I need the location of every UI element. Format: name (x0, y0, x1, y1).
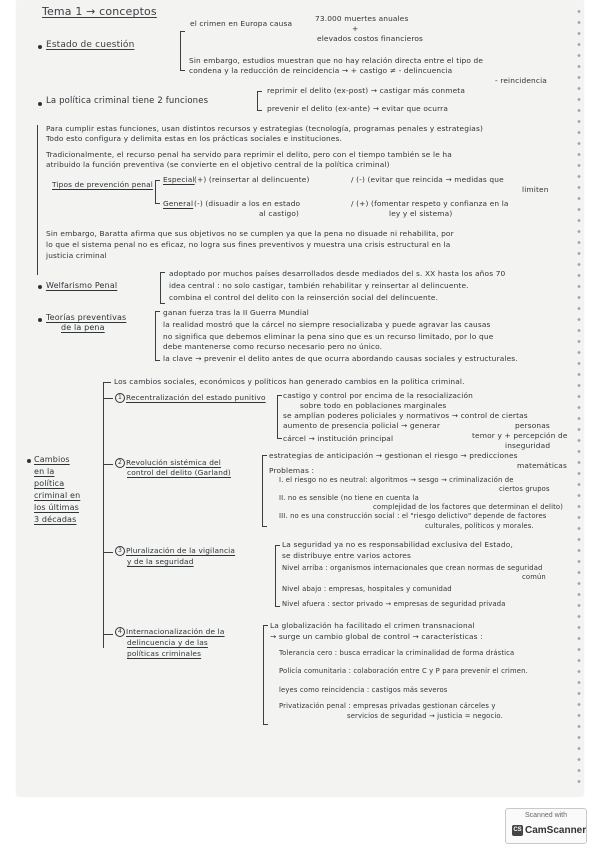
note-line: III. no es una construcción social : el "riesgo delictivo" depende de factores (279, 512, 547, 520)
tree-line (103, 398, 113, 399)
note-line: idea central : no solo castigar, también rehabilitar y reinsertar al delincuente. (169, 281, 469, 290)
note-line: Los cambios sociales, económicos y políticos han generado cambios en la política criminal. (114, 377, 465, 386)
note-line: complejidad de los factores que determinan el delito) (373, 503, 564, 511)
note-line: servicios de seguridad → justicia = negocio. (347, 712, 503, 720)
cambios-label: Cambios (34, 455, 70, 464)
note-line: / (+) (fomentar respeto y confianza en la (351, 199, 509, 208)
teorias-heading: Teorías preventivas (46, 313, 127, 322)
bullet (38, 102, 42, 106)
note-line: Tradicionalmente, el recurso penal ha servido para reprimir el delito, pero con el tiempo también se le ha (46, 150, 452, 159)
internacionalizacion-heading: 4 Internacionalización de la (115, 627, 225, 637)
note-line: se distribuye entre varios actores (282, 551, 411, 560)
camscanner-brand-text: CamScanner (525, 825, 587, 836)
brace (277, 395, 282, 439)
brace (180, 31, 185, 71)
brace (275, 545, 280, 607)
note-line: condena y la reducción de reincidencia → + castigo ≠ - delincuencia (189, 66, 453, 75)
internacionalizacion-heading-3: políticas criminales (127, 649, 202, 658)
revolucion-heading-2: control del delito (Garland) (127, 468, 231, 477)
scanned-with-text: Scanned with (524, 812, 568, 819)
brace (262, 455, 267, 527)
note-line: sobre todo en poblaciones marginales (300, 401, 447, 410)
bullet (38, 318, 42, 322)
camscanner-logo-icon: CS (512, 825, 523, 836)
revolucion-heading: 2 Revolución sistémica del (115, 458, 221, 468)
note-line: culturales, políticos y morales. (425, 522, 534, 530)
c1-heading-text: Recentralización del estado punitivo (126, 393, 266, 402)
note-line: castigo y control por encima de la resocialización (283, 391, 473, 400)
note-line: 73.000 muertes anuales (315, 14, 409, 23)
tree-line (103, 464, 113, 465)
brace (155, 180, 160, 204)
note-line: no significa que debemos eliminar la pena sino que es un recurso limitado, por lo que (163, 332, 494, 341)
tree-line (103, 382, 111, 383)
note-line: ciertos grupos (499, 485, 550, 493)
note-line: debe mantenerse como recurso necesario pero no único. (163, 342, 383, 351)
note-line: matemáticas (517, 461, 567, 470)
note-line: Nivel abajo : empresas, hospitales y comunidad (282, 585, 452, 593)
note-line: combina el control del delito con la reinserción social del delincuente. (169, 293, 439, 302)
scanned-notes-page (17, 0, 583, 796)
note-line: el crimen en Europa causa (190, 19, 293, 28)
cambios-label: 3 décadas (34, 515, 77, 524)
internacionalizacion-heading-2: delincuencia y de las (127, 638, 208, 647)
note-line: General (163, 199, 194, 208)
brace (160, 272, 165, 304)
welfarismo-heading: Welfarismo Penal (46, 281, 118, 290)
c3-heading-text: Pluralización de la vigilancia (126, 546, 236, 555)
note-line: Sin embargo, Baratta afirma que sus objetivos no se cumplen ya que la pena no disuade ni rehabilita, por (46, 229, 454, 238)
note-line: Privatización penal : empresas privadas gestionan cárceles y (279, 702, 496, 710)
note-line: II. no es sensible (no tiene en cuenta la (279, 494, 419, 502)
note-line: la clave → prevenir el delito antes de que ocurra abordando causas sociales y estructurales. (163, 354, 518, 363)
pluralizacion-heading: 3 Pluralización de la vigilancia (115, 546, 235, 556)
cambios-label: política (34, 479, 65, 488)
note-line: reprimir el delito (ex-post) → castigar más conmeta (267, 86, 466, 95)
note-line: / (-) (evitar que reincida → medidas que (351, 175, 504, 184)
note-line: temor y + percepción de (472, 431, 568, 440)
brace (155, 311, 160, 361)
tree-line (103, 634, 113, 635)
note-line: Tolerancia cero : busca erradicar la criminalidad de forma drástica (279, 649, 515, 657)
bullet (38, 285, 42, 289)
note-line: aumento de presencia policial → generar (283, 421, 441, 430)
politica-criminal-heading: La política criminal tiene 2 funciones (46, 96, 209, 106)
note-line: leyes como reincidencia : castigos más severos (279, 686, 448, 694)
note-line: + (352, 24, 359, 33)
note-line: Para cumplir estas funciones, usan distintos recursos y estrategias (tecnología, programas penales y estrategias) (46, 124, 484, 133)
note-line: estrategias de anticipación → gestionan el riesgo → predicciones (269, 451, 518, 460)
note-line: Todo esto configura y delimita estas en los prácticas sociales e instituciones. (46, 134, 343, 143)
c2-heading-text: Revolución sistémica del (126, 458, 221, 467)
note-line: atribuido la función preventiva (se convierte en el objetivo central de la política criminal) (46, 160, 390, 169)
note-line: elevados costos financieros (317, 34, 424, 43)
note-line: ley y el sistema) (389, 209, 453, 218)
tree-line (103, 552, 113, 553)
camscanner-watermark (505, 808, 587, 844)
brace (257, 91, 262, 111)
note-line: La globalización ha facilitado el crimen transnacional (270, 621, 475, 630)
tree-line (103, 382, 104, 648)
note-line: cárcel → institución principal (283, 434, 394, 443)
note-line: ganan fuerza tras la II Guerra Mundial (163, 308, 309, 317)
note-line: Policía comunitaria : colaboración entre C y P para prevenir el crimen. (279, 667, 528, 675)
page-title: Tema 1 → conceptos (42, 5, 157, 18)
note-line: I. el riesgo no es neutral: algoritmos → sesgo → criminalización de (279, 476, 514, 484)
recentralizacion-heading: 1 Recentralización del estado punitivo (115, 393, 266, 403)
note-line: (-) (disuadir a los en estado (194, 199, 301, 208)
teorias-heading-2: de la pena (61, 323, 105, 332)
notebook-edge-holes (575, 6, 583, 786)
note-line: justicia criminal (46, 251, 107, 260)
cambios-label: criminal en (34, 491, 81, 500)
note-line: la realidad mostró que la cárcel no siempre resocializaba y puede agravar las causas (163, 320, 491, 329)
cambios-label: los últimas (34, 503, 79, 512)
note-line: se amplían poderes policiales y normativos → control de ciertas (283, 411, 528, 420)
note-line: adoptado por muchos países desarrollados desde mediados del s. XX hasta los años 70 (169, 269, 506, 278)
c4-heading-text: Internacionalización de la (126, 627, 225, 636)
bullet (27, 459, 31, 463)
note-line: → surge un cambio global de control → características : (270, 632, 483, 641)
note-line: Nivel afuera : sector privado → empresas de seguridad privada (282, 600, 506, 608)
note-line: Problemas : (269, 466, 315, 475)
estado-cuestion-heading: Estado de cuestión (46, 40, 135, 50)
note-line: limiten (522, 185, 549, 194)
note-line: - reincidencia (495, 76, 547, 85)
note-line: Nivel arriba : organismos internacionales que crean normas de seguridad (282, 564, 543, 572)
bracket-line (37, 125, 38, 275)
note-line: inseguridad (505, 441, 551, 450)
note-line: (+) (reinsertar al delincuente) (194, 175, 310, 184)
brace (263, 625, 268, 725)
pluralizacion-heading-2: y de la seguridad (127, 557, 194, 566)
note-line: La seguridad ya no es responsabilidad exclusiva del Estado, (282, 540, 513, 549)
note-line: Sin embargo, estudios muestran que no hay relación directa entre el tipo de (189, 56, 484, 65)
bullet (38, 45, 42, 49)
note-line: al castigo) (259, 209, 300, 218)
note-line: prevenir el delito (ex-ante) → evitar que ocurra (267, 104, 449, 113)
note-line: Especial (163, 175, 195, 184)
note-line: común (522, 573, 546, 581)
note-line: lo que el sistema penal no es eficaz, no logra sus fines preventivos y muestra una crisis estructural en la (46, 240, 451, 249)
cambios-label: en la (34, 467, 55, 476)
tipos-prevencion-heading: Tipos de prevención penal (52, 180, 153, 189)
note-line: personas (515, 421, 550, 430)
